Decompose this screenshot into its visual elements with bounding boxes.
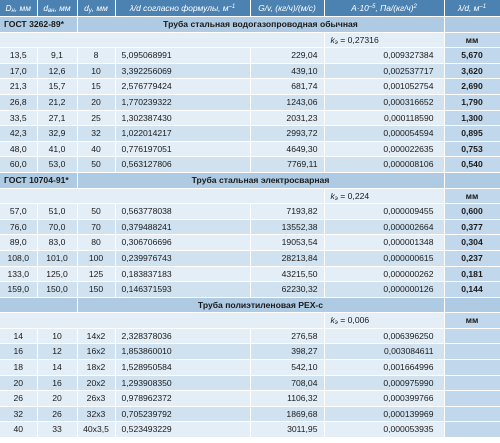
section-header-spacer [444, 17, 500, 33]
gost-label [0, 297, 77, 313]
table-cell: 2,576779424 [115, 79, 250, 95]
table-cell: 542,10 [250, 360, 324, 376]
table-cell: 159,0 [0, 282, 37, 298]
table-cell: 15 [77, 79, 115, 95]
header-lambda-formula: λ/d согласно формулы, $м^{-1}$ [115, 0, 250, 17]
table-cell: 76,0 [0, 219, 37, 235]
table-cell: 3,620 [444, 63, 500, 79]
table-cell: 50 [77, 204, 115, 220]
table-cell: 12 [37, 344, 77, 360]
table-cell [444, 328, 500, 344]
table-cell: 0,523493229 [115, 422, 250, 438]
table-cell: 28213,84 [250, 250, 324, 266]
table-cell: 2,328378036 [115, 328, 250, 344]
table-cell: 125 [77, 266, 115, 282]
roughness-spacer [0, 188, 324, 204]
table-cell: 18x2 [77, 360, 115, 376]
table-cell: 5,670 [444, 48, 500, 64]
table-cell: 41,0 [37, 141, 77, 157]
table-cell: 3011,95 [250, 422, 324, 438]
header-nominal-diameter: dу, мм [77, 0, 115, 17]
table-cell: 1,293908350 [115, 375, 250, 391]
header-lambda-over-d: λ/d, $м^{-1}$ [444, 0, 500, 17]
roughness-value: kэ = 0,006 [324, 313, 444, 329]
table-cell: 9,1 [37, 48, 77, 64]
table-cell: 70 [77, 219, 115, 235]
table-row [0, 360, 500, 376]
table-row [0, 235, 500, 251]
table-cell: 83,0 [37, 235, 77, 251]
table-row [0, 204, 500, 220]
table-cell: 101,0 [37, 250, 77, 266]
table-cell: 1,770239322 [115, 94, 250, 110]
table-cell: 10 [37, 328, 77, 344]
table-cell: 4649,30 [250, 141, 324, 157]
roughness-spacer [0, 313, 324, 329]
table-cell: 1,300 [444, 110, 500, 126]
table-cell: 0,001664996 [324, 360, 444, 376]
table-cell: 13,5 [0, 48, 37, 64]
table-cell: 89,0 [0, 235, 37, 251]
table-cell: 16 [37, 375, 77, 391]
table-cell: 1,528950584 [115, 360, 250, 376]
table-cell: 0,000000262 [324, 266, 444, 282]
table-cell: 15,7 [37, 79, 77, 95]
table-cell: 0,000054594 [324, 126, 444, 142]
roughness-row [0, 188, 500, 204]
table-cell: 0,540 [444, 157, 500, 173]
table-cell: 0,002537717 [324, 63, 444, 79]
table-cell: 2031,23 [250, 110, 324, 126]
table-cell: 276,58 [250, 328, 324, 344]
roughness-unit: мм [444, 313, 500, 329]
header-row [0, 0, 500, 17]
table-cell: 7769,11 [250, 157, 324, 173]
table-cell: 1,022014217 [115, 126, 250, 142]
table-cell: 150 [77, 282, 115, 298]
table-cell: 0,000975990 [324, 375, 444, 391]
table-cell: 708,04 [250, 375, 324, 391]
table-row [0, 157, 500, 173]
table-row [0, 141, 500, 157]
table-body [0, 17, 500, 438]
table-cell: 57,0 [0, 204, 37, 220]
section-header-row [0, 172, 500, 188]
table-cell: 3,392256069 [115, 63, 250, 79]
table-cell: 229,04 [250, 48, 324, 64]
table-cell: 21,3 [0, 79, 37, 95]
table-cell: 150,0 [37, 282, 77, 298]
table-cell: 0,705239792 [115, 406, 250, 422]
section-title: Труба полиэтиленовая PEX-c [77, 297, 444, 313]
table-row [0, 375, 500, 391]
table-row [0, 126, 500, 142]
table-cell: 681,74 [250, 79, 324, 95]
table-cell: 0,000009455 [324, 204, 444, 220]
table-cell: 0,753 [444, 141, 500, 157]
table-cell: 0,978962372 [115, 391, 250, 407]
table-cell: 21,2 [37, 94, 77, 110]
table-cell: 0,000139969 [324, 406, 444, 422]
table-cell [444, 375, 500, 391]
gost-label: ГОСТ 10704-91* [0, 172, 77, 188]
table-cell: 1869,68 [250, 406, 324, 422]
section-title: Труба стальная электросварная [77, 172, 444, 188]
table-cell: 8 [77, 48, 115, 64]
table-cell: 40 [0, 422, 37, 438]
table-row [0, 406, 500, 422]
table-cell: 0,000000126 [324, 282, 444, 298]
table-cell: 0,563778038 [115, 204, 250, 220]
header-g-over-v: G/v, (кг/ч)/(м/с) [250, 0, 324, 17]
table-cell: 1,302387430 [115, 110, 250, 126]
table-cell [444, 391, 500, 407]
table-cell: 0,000022635 [324, 141, 444, 157]
table-cell: 0,001052754 [324, 79, 444, 95]
table-cell: 0,000000615 [324, 250, 444, 266]
table-cell: 19053,54 [250, 235, 324, 251]
table-cell: 7193,82 [250, 204, 324, 220]
table-cell: 32 [0, 406, 37, 422]
table-cell: 20x2 [77, 375, 115, 391]
table-cell: 51,0 [37, 204, 77, 220]
roughness-value: kэ = 0,224 [324, 188, 444, 204]
table-row [0, 266, 500, 282]
table-cell: 43215,50 [250, 266, 324, 282]
roughness-value: kэ = 0,27316 [324, 32, 444, 48]
table-cell: 0,003084611 [324, 344, 444, 360]
table-cell: 0,000002664 [324, 219, 444, 235]
section-header-row [0, 297, 500, 313]
table-cell: 80 [77, 235, 115, 251]
roughness-unit: мм [444, 32, 500, 48]
table-cell: 133,0 [0, 266, 37, 282]
table-cell: 62230,32 [250, 282, 324, 298]
table-cell: 40x3,5 [77, 422, 115, 438]
table-cell: 32x3 [77, 406, 115, 422]
table-cell: 32 [77, 126, 115, 142]
table-cell: 5,095068991 [115, 48, 250, 64]
table-cell: 26 [0, 391, 37, 407]
table-cell: 48,0 [0, 141, 37, 157]
header-inner-diameter: dвн, мм [37, 0, 77, 17]
table-cell: 0,146371593 [115, 282, 250, 298]
table-cell: 10 [77, 63, 115, 79]
roughness-row [0, 32, 500, 48]
table-cell: 27,1 [37, 110, 77, 126]
table-cell: 0,304 [444, 235, 500, 251]
table-cell: 0,306706696 [115, 235, 250, 251]
table-cell: 50 [77, 157, 115, 173]
table-cell: 439,10 [250, 63, 324, 79]
table-cell: 0,000118590 [324, 110, 444, 126]
table-cell: 0,377 [444, 219, 500, 235]
table-cell: 16 [0, 344, 37, 360]
table-row [0, 344, 500, 360]
roughness-spacer [0, 32, 324, 48]
table-cell: 40 [77, 141, 115, 157]
table-cell: 1106,32 [250, 391, 324, 407]
table-cell: 0,563127806 [115, 157, 250, 173]
table-cell: 25 [77, 110, 115, 126]
table-cell: 53,0 [37, 157, 77, 173]
table-cell: 0,006396250 [324, 328, 444, 344]
table-row [0, 219, 500, 235]
table-row [0, 94, 500, 110]
table-cell: 33,5 [0, 110, 37, 126]
table-cell: 18 [0, 360, 37, 376]
table-cell: 0,000008106 [324, 157, 444, 173]
table-cell: 0,000399766 [324, 391, 444, 407]
table-cell: 0,379488241 [115, 219, 250, 235]
table-cell: 14 [0, 328, 37, 344]
table-cell: 125,0 [37, 266, 77, 282]
table-row [0, 79, 500, 95]
table-cell: 20 [37, 391, 77, 407]
table-row [0, 282, 500, 298]
table-cell: 20 [77, 94, 115, 110]
table-cell: 42,3 [0, 126, 37, 142]
roughness-row [0, 313, 500, 329]
section-header-spacer [444, 297, 500, 313]
table-cell: 0,183837183 [115, 266, 250, 282]
table-cell: 2993,72 [250, 126, 324, 142]
table-cell [444, 422, 500, 438]
table-cell: 60,0 [0, 157, 37, 173]
table-cell: 100 [77, 250, 115, 266]
table-cell [444, 406, 500, 422]
table-cell [444, 360, 500, 376]
table-cell: 33 [37, 422, 77, 438]
header-a-coefficient: $A\cdot 10^{-5}$, $Па/(кг/ч)^2$ [324, 0, 444, 17]
table-cell: 17,0 [0, 63, 37, 79]
table-cell: 1243,06 [250, 94, 324, 110]
roughness-unit: мм [444, 188, 500, 204]
section-header-spacer [444, 172, 500, 188]
table-cell: 32,9 [37, 126, 77, 142]
table-cell: 0,144 [444, 282, 500, 298]
table-row [0, 48, 500, 64]
table-row [0, 250, 500, 266]
table-cell: 20 [0, 375, 37, 391]
table-cell: 26 [37, 406, 77, 422]
table-cell: 1,853860010 [115, 344, 250, 360]
table-row [0, 328, 500, 344]
table-cell: 0,000316652 [324, 94, 444, 110]
table-cell: 0,895 [444, 126, 500, 142]
table-cell: 0,000053935 [324, 422, 444, 438]
gost-label: ГОСТ 3262-89* [0, 17, 77, 33]
table-cell: 0,000001348 [324, 235, 444, 251]
table-cell: 13552,38 [250, 219, 324, 235]
header-outer-diameter: Dн, мм [0, 0, 37, 17]
table-row [0, 110, 500, 126]
table-cell: 14x2 [77, 328, 115, 344]
table-cell: 1,790 [444, 94, 500, 110]
table-cell: 2,690 [444, 79, 500, 95]
table-row [0, 63, 500, 79]
table-cell: 16x2 [77, 344, 115, 360]
table-cell: 108,0 [0, 250, 37, 266]
table-cell: 26x3 [77, 391, 115, 407]
table-cell: 0,009327384 [324, 48, 444, 64]
table-cell [444, 344, 500, 360]
table-cell: 398,27 [250, 344, 324, 360]
table-row [0, 422, 500, 438]
table-cell: 0,776197051 [115, 141, 250, 157]
section-title: Труба стальная водогазопроводная обычная [77, 17, 444, 33]
section-header-row [0, 17, 500, 33]
table-cell: 0,239976743 [115, 250, 250, 266]
table-row [0, 391, 500, 407]
table-cell: 0,237 [444, 250, 500, 266]
table-cell: 26,8 [0, 94, 37, 110]
table-cell: 70,0 [37, 219, 77, 235]
table-cell: 12,6 [37, 63, 77, 79]
table-cell: 0,181 [444, 266, 500, 282]
table-cell: 14 [37, 360, 77, 376]
table-cell: 0,600 [444, 204, 500, 220]
